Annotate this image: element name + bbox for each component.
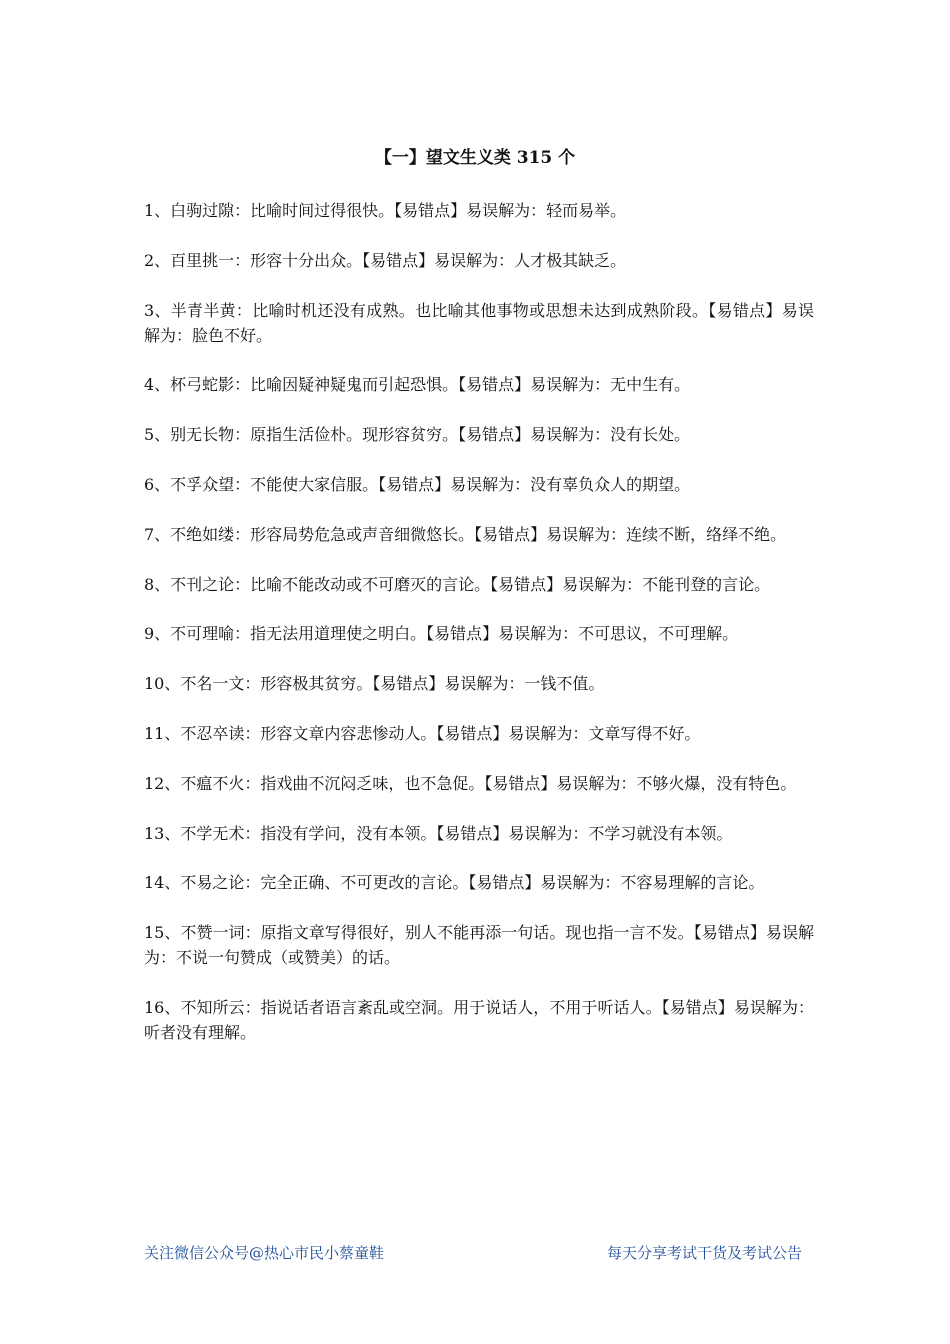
list-item: 5、别无长物：原指生活俭朴。现形容贫穷。【易错点】易误解为：没有长处。 (144, 425, 691, 445)
list-item: 8、不刊之论：比喻不能改动或不可磨灭的言论。【易错点】易误解为：不能刊登的言论。 (144, 574, 771, 594)
list-item: 14、不易之论：完全正确、不可更改的言论。【易错点】易误解为：不容易理解的言论。 (144, 873, 765, 893)
list-item: 2、百里挑一：形容十分出众。【易错点】易误解为：人才极其缺乏。 (144, 250, 627, 270)
list-item: 1、白驹过隙：比喻时间过得很快。【易错点】易误解为：轻而易举。 (144, 201, 627, 220)
list-item: 6、不孚众望：不能使大家信服。【易错点】易误解为：没有辜负众人的期望。 (144, 474, 691, 494)
footer-wechat-note: 关注微信公众号@热心市民小蔡童鞋 (144, 1244, 385, 1262)
list-item: 10、不名一文：形容极其贫穷。【易错点】易误解为：一钱不值。 (144, 674, 605, 694)
list-item: 12、不瘟不火：指戏曲不沉闷乏味，也不急促。【易错点】易误解为：不够火爆，没有特色。 (144, 773, 797, 793)
list-item: 7、不绝如缕：形容局势危急或声音细微悠长。【易错点】易误解为：连续不断，络绎不绝。 (144, 524, 787, 544)
footer-tagline: 每天分享考试干货及考试公告 (606, 1244, 802, 1262)
list-item: 13、不学无术：指没有学问，没有本领。【易错点】易误解为：不学习就没有本领。 (144, 823, 733, 843)
list-item: 4、杯弓蛇影：比喻因疑神疑鬼而引起恐惧。【易错点】易误解为：无中生有。 (144, 375, 691, 395)
list-item: 3、半青半黄：比喻时机还没有成熟。也比喻其他事物或思想未达到成熟阶段。【易错点】易误解为：脸色不好。 (144, 300, 814, 345)
page-title: 【一】望文生义类 315 个 (374, 148, 576, 168)
list-item: 11、不忍卒读：形容文章内容悲惨动人。【易错点】易误解为：文章写得不好。 (144, 723, 701, 743)
list-item: 16、不知所云：指说话者语言紊乱或空洞。用于说话人，不用于听话人。【易错点】易误解为：听者没有理解。 (144, 997, 814, 1042)
list-item: 15、不赞一词：原指文章写得很好，别人不能再添一句话。现也指一言不发。【易错点】易误解为：不说一句赞成（或赞美）的话。 (144, 923, 814, 968)
list-item: 9、不可理喻：指无法用道理使之明白。【易错点】易误解为：不可思议，不可理解。 (144, 624, 739, 644)
idiom-list (144, 198, 814, 1070)
